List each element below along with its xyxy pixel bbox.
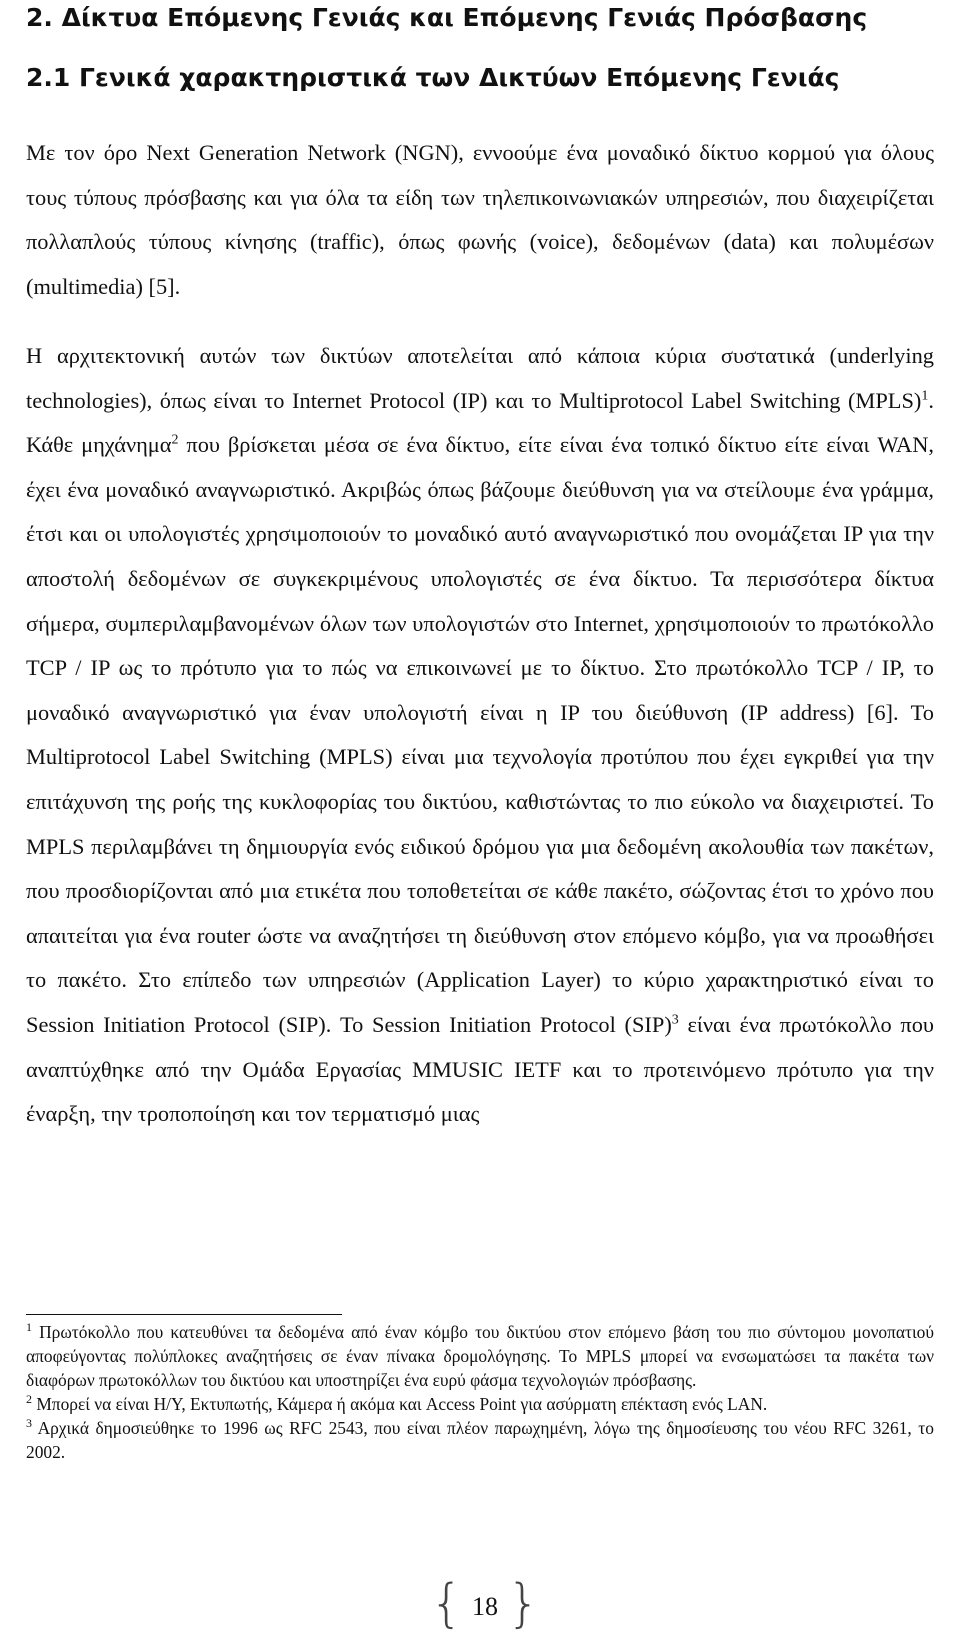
footnote-mark: 3 (26, 1416, 32, 1431)
page-number-block (430, 1574, 540, 1634)
paragraph-text: είναι ένα πρωτόκολλο που αναπτύχθηκε από την Ομάδα Εργασίας MMUSIC IETF και το προτεινόμενο πρότυπο για την έναρξη, την τροποποίηση και τον τερματισμό μιας (26, 1011, 934, 1127)
footnote-ref-1[interactable]: 1 (921, 388, 929, 404)
paragraph-ngn-definition: Με τον όρο Next Generation Network (NGN), εννοούμε ένα μοναδικό δίκτυο κορμού για όλους τους τύπους πρόσβασης και για όλα τα είδη των τηλεπικοινωνιακών υπηρεσιών, που διαχειρίζεται πολλαπλούς τύπους κίνησης (traffic), όπως φωνής (voice), δεδομένων (data) και πολυμέσων (multimedia) [5]. (26, 140, 934, 299)
paragraph-text: που βρίσκεται μέσα σε ένα δίκτυο, είτε είναι ένα τοπικό δίκτυο είτε είναι WAN, έχει ένα μοναδικό αναγνωριστικό. Ακριβώς όπως βάζουμε διεύθυνση για να στείλουμε ένα γράμμα, έτσι και οι υπολογιστές χρησιμοποιούν το μοναδικό αυτό αναγνωριστικό που ονομάζεται IP για την αποστολή δεδομένων σε συγκεκριμένους υπολογιστές σε ένα δίκτυο. Τα περισσότερα δίκτυα σήμερα, συμπεριλαμβανομένων όλων των υπολογιστών στο Internet, χρησιμοποιούν το πρωτόκολλο TCP / IP ως το πρότυπο για το πώς να επικοινωνεί με το δίκτυο. Στο πρωτόκολλο TCP / IP, το μοναδικό αναγνωριστικό για έναν υπολογιστή είναι η IP του διεύθυνση (IP address) [6]. Το Multiprotocol Label Switching (MPLS) είναι μια τεχνολογία προτύπου που έχει εγκριθεί για την επιτάχυνση της ροής της κυκλοφορίας του δικτύου, καθιστώντας το πιο εύκολο να διαχειριστεί. Το MPLS περιλαμβάνει τη δημιουργία ενός ειδικού δρόμου για μια δεδομένη ακολουθία των πακέτων, που προσδιορίζονται από μια ετικέτα που τοποθετείται σε κάθε πακέτο, σώζοντας έτσι το χρόνο που απαιτείται για ένα router ώστε να αναζητήσει τη διεύθυνση στον επόμενο κόμβο, για να προωθήσει το πακέτο. Στο επίπεδο των υπηρεσιών (Application Layer) το κύριο χαρακτηριστικό είναι το Session Initiation Protocol (SIP). Το Session Initiation Protocol (SIP) (26, 432, 934, 1037)
footnote-3 (26, 1416, 934, 1464)
footnote-mark: 2 (26, 1392, 32, 1407)
footnote-2 (26, 1392, 934, 1416)
subsection-heading: 2.1 Γενικά χαρακτηριστικά των Δικτύων Επόμενης Γενιάς (26, 63, 840, 92)
right-brace-icon: } (506, 1574, 540, 1634)
footnote-ref-3[interactable]: 3 (671, 1012, 679, 1028)
page-number: 18 (472, 1592, 498, 1621)
footnote-separator (26, 1314, 342, 1315)
footnote-mark: 1 (26, 1320, 32, 1335)
left-brace-icon: { (430, 1574, 464, 1634)
footnote-text: Μπορεί να είναι Η/Υ, Εκτυπωτής, Κάμερα ή ακόμα και Access Point για ασύρματη επέκταση ενός LAN. (32, 1394, 768, 1414)
paragraph-architecture (26, 334, 934, 1137)
footnote-text: Αρχικά δημοσιεύθηκε το 1996 ως RFC 2543, που είναι πλέον παρωχημένη, λόγω της δημοσίευσης του νέου RFC 3261, το 2002. (26, 1418, 934, 1462)
footnote-1 (26, 1320, 934, 1392)
paragraph-text: . Κάθε μηχάνημα (26, 387, 934, 458)
footnotes (26, 1320, 934, 1464)
section-heading: 2. Δίκτυα Επόμενης Γενιάς και Επόμενης Γενιάς Πρόσβασης (26, 3, 868, 32)
footnote-text: Πρωτόκολλο που κατευθύνει τα δεδομένα από έναν κόμβο του δικτύου στον επόμενο βάση του πιο σύντομου μονοπατιού αποφεύγοντας πολύπλοκες αναζητήσεις σε έναν πίνακα δρομολόγησης. Το MPLS μπορεί να ενσωματώσει τα πακέτα των διαφόρων πρωτοκόλλων του δικτύου και υποστηρίζει ένα ευρύ φάσμα τεχνολογιών πρόσβασης. (26, 1322, 934, 1390)
footnote-ref-2[interactable]: 2 (171, 432, 179, 448)
paragraph-text: Η αρχιτεκτονική αυτών των δικτύων αποτελείται από κάποια κύρια συστατικά (underlying technologies), όπως είναι το Internet Protocol (IP) και το Multiprotocol Label Switching (MPLS) (26, 343, 934, 413)
